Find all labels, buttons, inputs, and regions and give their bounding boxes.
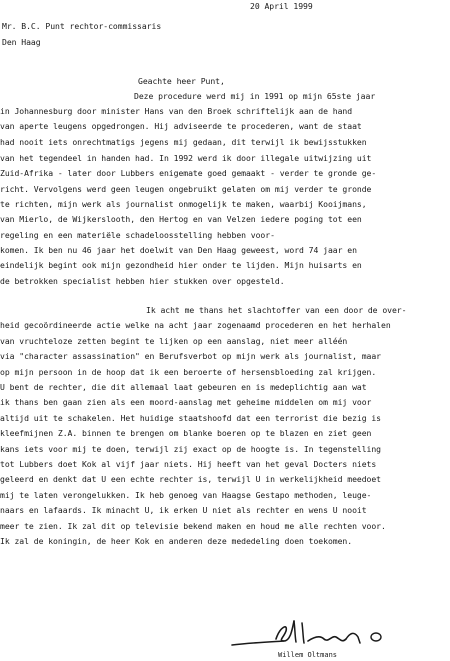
body-line: in Johannesburg door minister Hans van den Broek schriftelijk aan de hand (0, 106, 353, 116)
body-line: regeling en een materiële schadeloosstelling hebben voor- (0, 230, 275, 240)
signature-name: Willem Oltmans (278, 651, 338, 659)
body-line: richt. Vervolgens werd geen leugen ongebruikt gelaten om mij verder te gronde (0, 184, 372, 194)
letter-date: 20 April 1999 (250, 1, 313, 11)
body-line: kleefmijnen Z.A. binnen te brengen om blanke boeren op te blazen en ziet geen (0, 428, 372, 438)
body-line: geleerd en denkt dat U een echte rechter is, terwijl U in werkelijkheid meedoet (0, 474, 382, 484)
body-line: ik thans ben gaan zien als een moord-aanslag met geheime middelen om mij voor (0, 397, 372, 407)
body-line: Zuid-Afrika - later door Lubbers enigemate goed gemaakt - verder te gronde ge- (0, 168, 377, 178)
body-line: te richten, mijn werk als journalist onmogelijk te maken, waarbij Kooijmans, (0, 199, 367, 209)
recipient-line: Mr. B.C. Punt rechtor-commissaris (2, 21, 162, 31)
body-line: meer te zien. Ik zal dit op televisie bekend maken en houd me alle rechten voor. (0, 521, 386, 531)
recipient-line: Den Haag (2, 37, 41, 47)
handwritten-signature (228, 615, 398, 651)
body-line: heid gecoördineerde actie welke na acht jaar zogenaamd procederen en het herhalen (0, 320, 391, 330)
body-line: had nooit iets onrechtmatigs jegens mij gedaan, dit terwijl ik bewijsstukken (0, 137, 367, 147)
body-line: van het tegendeel in handen had. In 1992 werd ik door illegale uitwijzing uit (0, 153, 372, 163)
body-line: naars en lafaards. Ik minacht U, ik erken U niet als rechter en wens U nooit (0, 505, 367, 515)
body-line: kans iets voor mij te doen, terwijl zij exact op de hoogte is. In tegenstelling (0, 444, 382, 454)
body-line: via "character assassination" en Berufsverbot op mijn werk als journalist, maar (0, 351, 382, 361)
body-line: komen. Ik ben nu 46 jaar het doelwit van Den Haag geweest, word 74 jaar en (0, 245, 357, 255)
body-line: altijd uit te schakelen. Het huidige staatshoofd dat een terrorist die bezig is (0, 413, 382, 423)
body-line: eindelijk begint ook mijn gezondheid hier onder te lijden. Mijn huisarts en (0, 260, 362, 270)
body-line: Ik zal de koningin, de heer Kok en anderen deze mededeling doen toekomen. (0, 536, 353, 546)
body-line: op mijn persoon in de hoop dat ik een beroerte of hersensbloeding zal krijgen. (0, 367, 377, 377)
body-line: mij te laten verongelukken. Ik heb genoeg van Haagse Gestapo methoden, leuge- (0, 490, 372, 500)
body-line: van vruchteloze zetten begint te lijken op een aanslag, niet meer alléén (0, 336, 348, 346)
body-line: Ik acht me thans het slachtoffer van een door de over- (146, 305, 407, 315)
body-line: van Mierlo, de Wijkerslooth, den Hertog en van Velzen iedere poging tot een (0, 214, 362, 224)
body-line: van aperte leugens opgedrongen. Hij adviseerde te procederen, want de staat (0, 121, 362, 131)
body-line: U bent de rechter, die dit allemaal laat gebeuren en is medeplichtig aan wat (0, 382, 367, 392)
salutation: Geachte heer Punt, (138, 76, 225, 86)
body-line: de betrokken specialist hebben hier stukken over opgesteld. (0, 276, 285, 286)
body-line: Deze procedure werd mij in 1991 op mijn 65ste jaar (134, 91, 376, 101)
body-line: tot Lubbers doet Kok al vijf jaar niets. Hij heeft van het geval Docters niets (0, 459, 377, 469)
